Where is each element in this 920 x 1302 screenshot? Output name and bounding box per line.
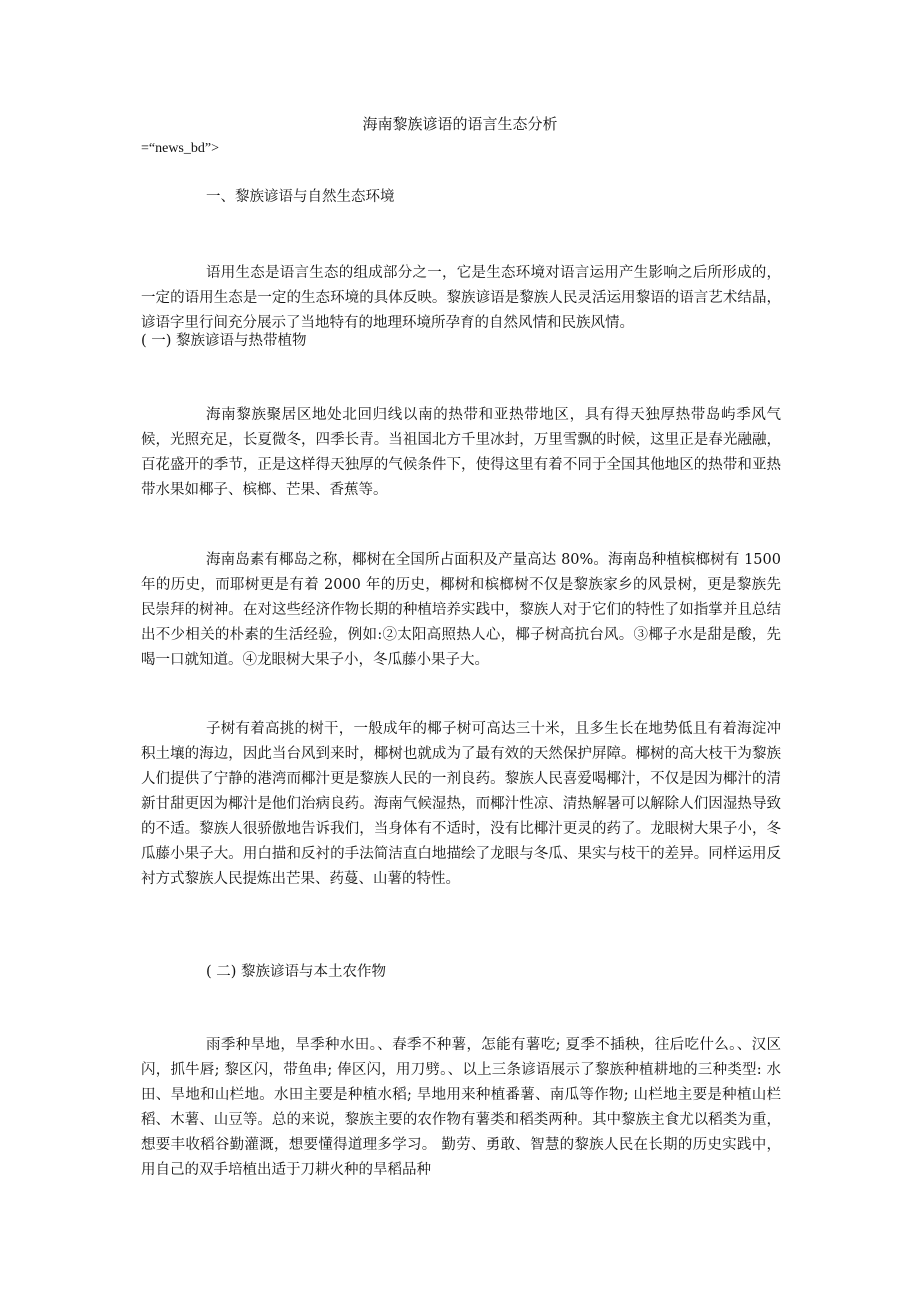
subsection-heading-1: ( 一) 黎族谚语与热带植物 xyxy=(141,333,307,349)
section-heading-1: 一、黎族谚语与自然生态环境 xyxy=(206,189,395,205)
paragraph-coconut-tree: 子树有着高挑的树干，一般成年的椰子树可高达三十米，且多生长在地势低且有着海淀冲积土壤的海边，因此当台风到来时，椰树也就成为了最有效的天然保护屏障。椰树的高大枝干为黎族人们提供了宁静的港湾而椰汁更是黎族人民的一剂良药。黎族人民喜爱喝椰汁，不仅是因为椰汁的清新甘甜更因为椰汁是他们治病良药。海南气候湿热，而椰汁性凉、清热解暑可以解除人们因湿热导致的不适。黎族人很骄傲地告诉我们，当身体有不适时，没有比椰汁更灵的药了。龙眼树大果子小，冬瓜藤小果子大。用白描和反衬的手法简洁直白地描绘了龙眼与冬瓜、果实与枝干的差异。同样运用反衬方式黎族人民提炼出芒果、药蔓、山薯的特性。 xyxy=(141,721,781,887)
paragraph-pragmatic-ecology: 语用生态是语言生态的组成部分之一，它是生态环境对语言运用产生影响之后所形成的，一定的语用生态是一定的生态环境的具体反映。黎族谚语是黎族人民灵活运用黎语的语言艺术结晶，谚语字里行间充分展示了当地特有的地理环境所孕育的自然风情和民族风情。 xyxy=(141,265,781,331)
document-title: 海南黎族谚语的语言生态分析 xyxy=(362,115,558,133)
paragraph-coconut-island: 海南岛素有椰岛之称，椰树在全国所占面积及产量高达 80%。海南岛种植槟榔树有 1500 年的历史，而耶树更是有着 2000 年的历史，椰树和槟榔树不仅是黎族家乡的风景树，更是黎族先民崇拜的树神。在对这些经济作物长期的种植培养实践中，黎族人对于它们的特性了如指掌并且总结出不少相关的朴素的生活经验，例如:②太阳高照热人心，椰子树高抗台风。③椰子水是甜是酸，先喝一口就知道。④龙眼树大果子小，冬瓜藤小果子大。 xyxy=(141,552,781,668)
paragraph-tropical-climate: 海南黎族聚居区地处北回归线以南的热带和亚热带地区，具有得天独厚热带岛屿季风气候，光照充足，长夏微冬，四季长青。当祖国北方千里冰封，万里雪飘的时候，这里正是春光融融，百花盛开的季节，正是这样得天独厚的气候条件下，使得这里有着不同于全国其他地区的热带和亚热带水果如椰子、槟榔、芒果、香蕉等。 xyxy=(141,407,781,498)
markup-artifact-text: =“news_bd”> xyxy=(141,141,219,156)
paragraph-local-crops: 雨季种旱地，旱季种水田。、春季不种薯，怎能有薯吃; 夏季不插秧，往后吃什么。、汉区闪，抓牛唇; 黎区闪，带鱼串; 俸区闪，用刀劈。、以上三条谚语展示了黎族种植耕地的三种类型: 水田、旱地和山栏地。水田主要是种植水稻; 旱地用来种植番薯、南瓜等作物; 山栏地主要是种植山栏稻、木薯、山豆等。总的来说，黎族主要的农作物有薯类和稻类两种。其中黎族主食尤以稻类为重，想要丰收稻谷勤灌溉，想要懂得道理多学习。 勤劳、勇敢、智慧的黎族人民在长期的历史实践中，用自己的双手培植出适于刀耕火种的旱稻品种 xyxy=(141,1037,781,1178)
subsection-heading-2: ( 二) 黎族谚语与本土农作物 xyxy=(206,964,387,980)
